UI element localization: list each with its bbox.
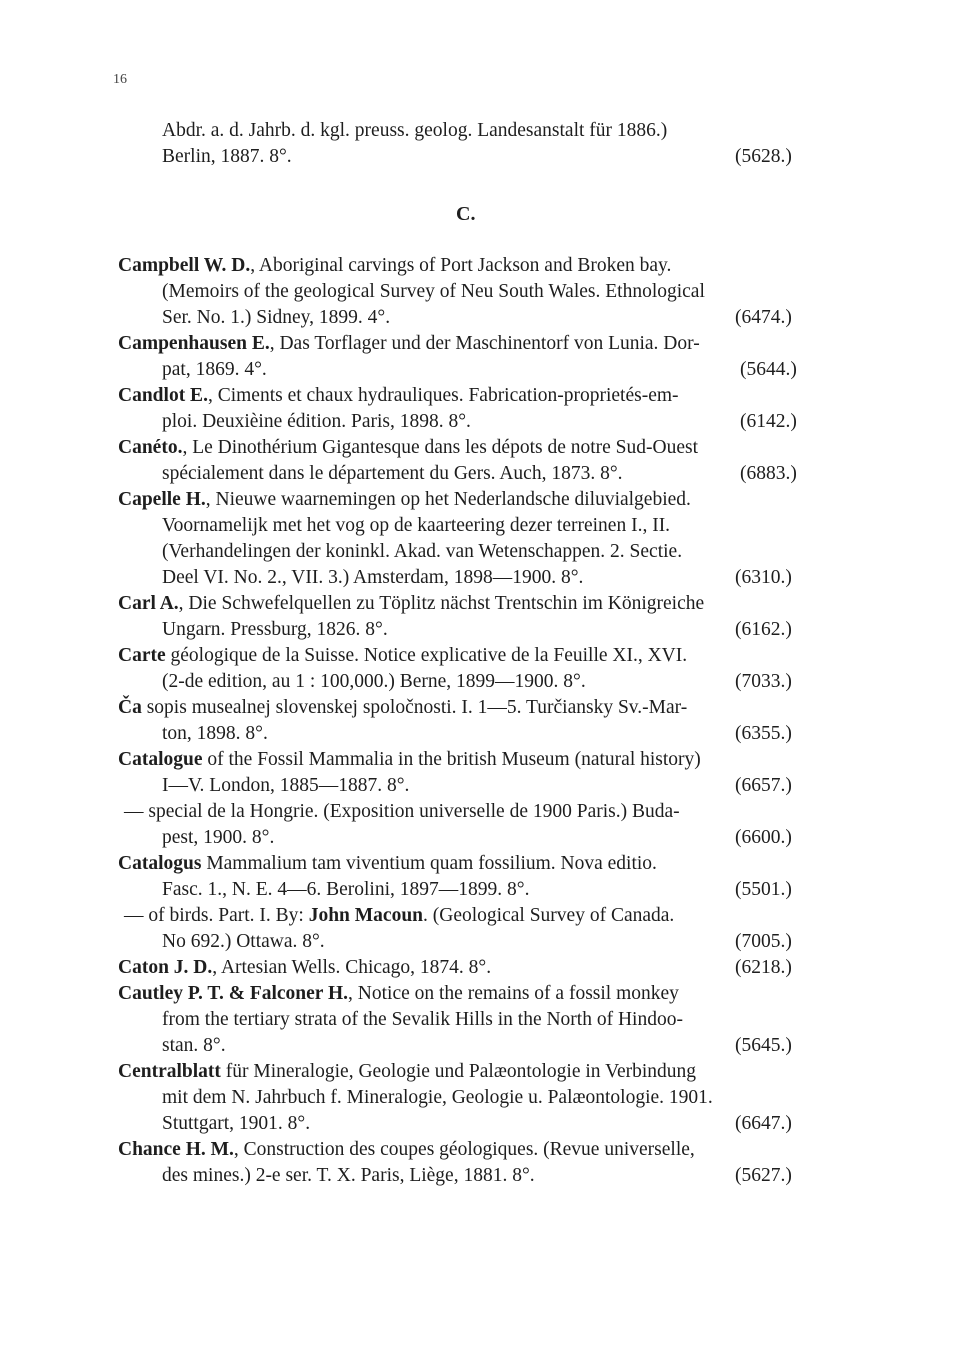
text-line <box>0 1163 960 1189</box>
entry-body: des mines.) 2-e ser. T. X. Paris, Liège, 1881. 8°. <box>162 1165 535 1186</box>
entry-text <box>118 487 691 513</box>
entry-heading: Carte <box>118 645 166 666</box>
entry-body: géologique de la Suisse. Notice explicative de la Feuille XI., XVI. <box>165 645 688 666</box>
entry-text <box>118 1059 696 1085</box>
entry-body: Ser. No. 1.) Sidney, 1899. 4°. <box>162 307 391 328</box>
text-line <box>0 669 960 695</box>
entry-heading: Ča <box>118 697 142 718</box>
entry-body: sopis musealnej slovenskej spoločnosti. I. 1—5. Turčiansky Sv.-Mar- <box>141 697 688 718</box>
entry-heading: Campbell W. D. <box>118 255 251 276</box>
text-line <box>0 721 960 747</box>
text-line <box>0 591 960 617</box>
text-line <box>0 1007 960 1033</box>
text-line <box>0 331 960 357</box>
entry-body: pest, 1900. 8°. <box>162 827 275 848</box>
entry-text <box>118 383 679 409</box>
text-line <box>0 825 960 851</box>
text-line <box>0 1033 960 1059</box>
entry-body: (Memoirs of the geological Survey of Neu South Wales. Ethnological <box>162 281 705 302</box>
entry-text <box>118 747 701 773</box>
entry-heading: Candlot E. <box>118 385 208 406</box>
entry-body: from the tertiary strata of the Sevalik Hills in the North of Hindoo- <box>162 1009 683 1030</box>
entry-body: , Ciments et chaux hydrauliques. Fabrication-proprietés-em- <box>207 385 679 406</box>
entry-text <box>118 591 704 617</box>
entry-body: Voornamelijk met het vog op de kaarteering dezer terreinen I., II. <box>162 515 671 536</box>
catalogue-number: (5627.) <box>735 1165 792 1186</box>
entry-text <box>162 1007 683 1033</box>
text-line <box>0 903 960 929</box>
catalogue-number: (6142.) <box>740 411 797 432</box>
text-line <box>0 435 960 461</box>
entry-heading: Campenhausen E. <box>118 333 270 354</box>
entry-text <box>118 695 687 721</box>
entry-body: mit dem N. Jahrbuch f. Mineralogie, Geologie u. Palæontologie. 1901. <box>162 1087 713 1108</box>
entry-text <box>162 773 409 799</box>
catalogue-number: (7005.) <box>735 931 792 952</box>
text-line <box>0 877 960 903</box>
catalogue-number: (6355.) <box>735 723 792 744</box>
text-line <box>0 929 960 955</box>
text-line <box>0 643 960 669</box>
catalogue-number: (5501.) <box>735 879 792 900</box>
page-number: 16 <box>113 72 127 87</box>
text-line <box>0 409 960 435</box>
text-line <box>0 357 960 383</box>
entry-text <box>162 1033 226 1059</box>
entry-text <box>124 903 674 929</box>
entry-text <box>162 539 682 565</box>
text-line <box>0 955 960 981</box>
text-line <box>0 144 960 170</box>
entry-body: , Nieuwe waarnemingen op het Nederlandsche diluvialgebied. <box>205 489 691 510</box>
entry-body: pat, 1869. 4°. <box>162 359 267 380</box>
catalogue-number: (6162.) <box>735 619 792 640</box>
entry-body: für Mineralogie, Geologie und Palæontologie in Verbindung <box>220 1061 697 1082</box>
entry-heading: Catalogus <box>118 853 202 874</box>
catalogue-number: (6657.) <box>735 775 792 796</box>
text-line <box>0 773 960 799</box>
entry-heading: Cautley P. T. & Falconer H. <box>118 983 349 1004</box>
entry-body: (Verhandelingen der koninkl. Akad. van Wetenschappen. 2. Sectie. <box>162 541 683 562</box>
entry-text <box>162 721 268 747</box>
entry-text <box>162 357 267 383</box>
entry-body: , Artesian Wells. Chicago, 1874. 8°. <box>212 957 492 978</box>
text-line <box>0 487 960 513</box>
entry-text <box>162 279 705 305</box>
entry-text <box>162 513 670 539</box>
entry-text <box>162 1085 713 1111</box>
text-line <box>0 1137 960 1163</box>
entry-heading: Carl A. <box>118 593 179 614</box>
entry-text <box>118 1137 695 1163</box>
section-letter: C. <box>456 203 476 225</box>
entry-text <box>162 617 388 643</box>
catalogue-number: (6647.) <box>735 1113 792 1134</box>
entry-body: ploi. Deuxièine édition. Paris, 1898. 8°. <box>162 411 471 432</box>
entry-body: — of birds. Part. I. By: <box>124 905 309 926</box>
entry-heading: Canéto. <box>118 437 183 458</box>
text-line <box>0 747 960 773</box>
entry-body-continued: . (Geological Survey of Canada. <box>423 905 675 926</box>
text-line <box>0 981 960 1007</box>
catalogue-number: (6883.) <box>740 463 797 484</box>
entry-body: , Le Dinothérium Gigantesque dans les dépots de notre Sud-Ouest <box>182 437 699 458</box>
text-line <box>0 253 960 279</box>
entry-heading: Centralblatt <box>118 1061 221 1082</box>
entry-text <box>118 253 671 279</box>
entry-body: — special de la Hongrie. (Exposition universelle de 1900 Paris.) Buda- <box>124 801 680 822</box>
catalogue-number: (6474.) <box>735 307 792 328</box>
entry-text <box>162 825 274 851</box>
entry-text <box>162 305 390 331</box>
entry-text <box>124 799 680 825</box>
text-line <box>0 539 960 565</box>
entry-body: ton, 1898. 8°. <box>162 723 268 744</box>
entry-text <box>162 118 667 144</box>
entry-body: , Das Torflager und der Maschinentorf von Lunia. Dor- <box>269 333 700 354</box>
entry-heading: Chance H. M. <box>118 1139 234 1160</box>
entry-text <box>162 461 623 487</box>
entry-body: Mammalium tam viventium quam fossilium. Nova editio. <box>201 853 657 874</box>
text-line <box>0 383 960 409</box>
entry-body: , Die Schwefelquellen zu Töplitz nächst Trentschin im Königreiche <box>178 593 705 614</box>
entry-text <box>162 1111 310 1137</box>
entry-body: No 692.) Ottawa. 8°. <box>162 931 325 952</box>
entry-text <box>118 331 700 357</box>
catalogue-number: (7033.) <box>735 671 792 692</box>
catalogue-number: (5645.) <box>735 1035 792 1056</box>
text-line <box>0 305 960 331</box>
entry-body: stan. 8°. <box>162 1035 226 1056</box>
entry-body: Berlin, 1887. 8°. <box>162 146 292 167</box>
entry-body: Ungarn. Pressburg, 1826. 8°. <box>162 619 388 640</box>
entry-text <box>118 643 687 669</box>
text-line <box>0 118 960 144</box>
entry-heading: Capelle H. <box>118 489 206 510</box>
text-line <box>0 279 960 305</box>
catalogue-number: (6218.) <box>735 957 792 978</box>
entry-body: Abdr. a. d. Jahrb. d. kgl. preuss. geolog. Landesanstalt für 1886.) <box>162 120 668 141</box>
text-line <box>0 1085 960 1111</box>
entry-text <box>162 565 583 591</box>
entry-body: of the Fossil Mammalia in the british Museum (natural history) <box>202 749 701 770</box>
entry-text <box>118 981 679 1007</box>
text-line <box>0 617 960 643</box>
entry-body: Deel VI. No. 2., VII. 3.) Amsterdam, 1898—1900. 8°. <box>162 567 584 588</box>
text-line <box>0 1059 960 1085</box>
entry-heading: Catalogue <box>118 749 203 770</box>
entry-text <box>118 435 698 461</box>
entry-heading: Caton J. D. <box>118 957 213 978</box>
entry-body: , Aboriginal carvings of Port Jackson and Broken bay. <box>250 255 672 276</box>
entry-body: spécialement dans le département du Gers. Auch, 1873. 8°. <box>162 463 623 484</box>
text-line <box>0 695 960 721</box>
entry-text <box>162 409 471 435</box>
catalogue-number: (6310.) <box>735 567 792 588</box>
text-line <box>0 799 960 825</box>
entry-text <box>162 144 292 170</box>
entry-text <box>162 929 325 955</box>
catalogue-number: (5628.) <box>735 146 792 167</box>
text-line <box>0 851 960 877</box>
entry-body: Stuttgart, 1901. 8°. <box>162 1113 311 1134</box>
text-line <box>0 513 960 539</box>
text-line <box>0 1111 960 1137</box>
entry-text <box>118 955 491 981</box>
entry-author: John Macoun <box>308 905 424 926</box>
entry-body: (2-de edition, au 1 : 100,000.) Berne, 1899—1900. 8°. <box>162 671 586 692</box>
catalogue-number: (6600.) <box>735 827 792 848</box>
entry-text <box>162 1163 535 1189</box>
catalogue-number: (5644.) <box>740 359 797 380</box>
entry-body: , Notice on the remains of a fossil monkey <box>348 983 679 1004</box>
entry-text <box>162 669 586 695</box>
entry-text <box>118 851 657 877</box>
text-line <box>0 565 960 591</box>
entry-body: I—V. London, 1885—1887. 8°. <box>162 775 410 796</box>
text-line <box>0 461 960 487</box>
entry-body: , Construction des coupes géologiques. (Revue universelle, <box>233 1139 695 1160</box>
entry-body: Fasc. 1., N. E. 4—6. Berolini, 1897—1899. 8°. <box>162 879 530 900</box>
entry-text <box>162 877 529 903</box>
